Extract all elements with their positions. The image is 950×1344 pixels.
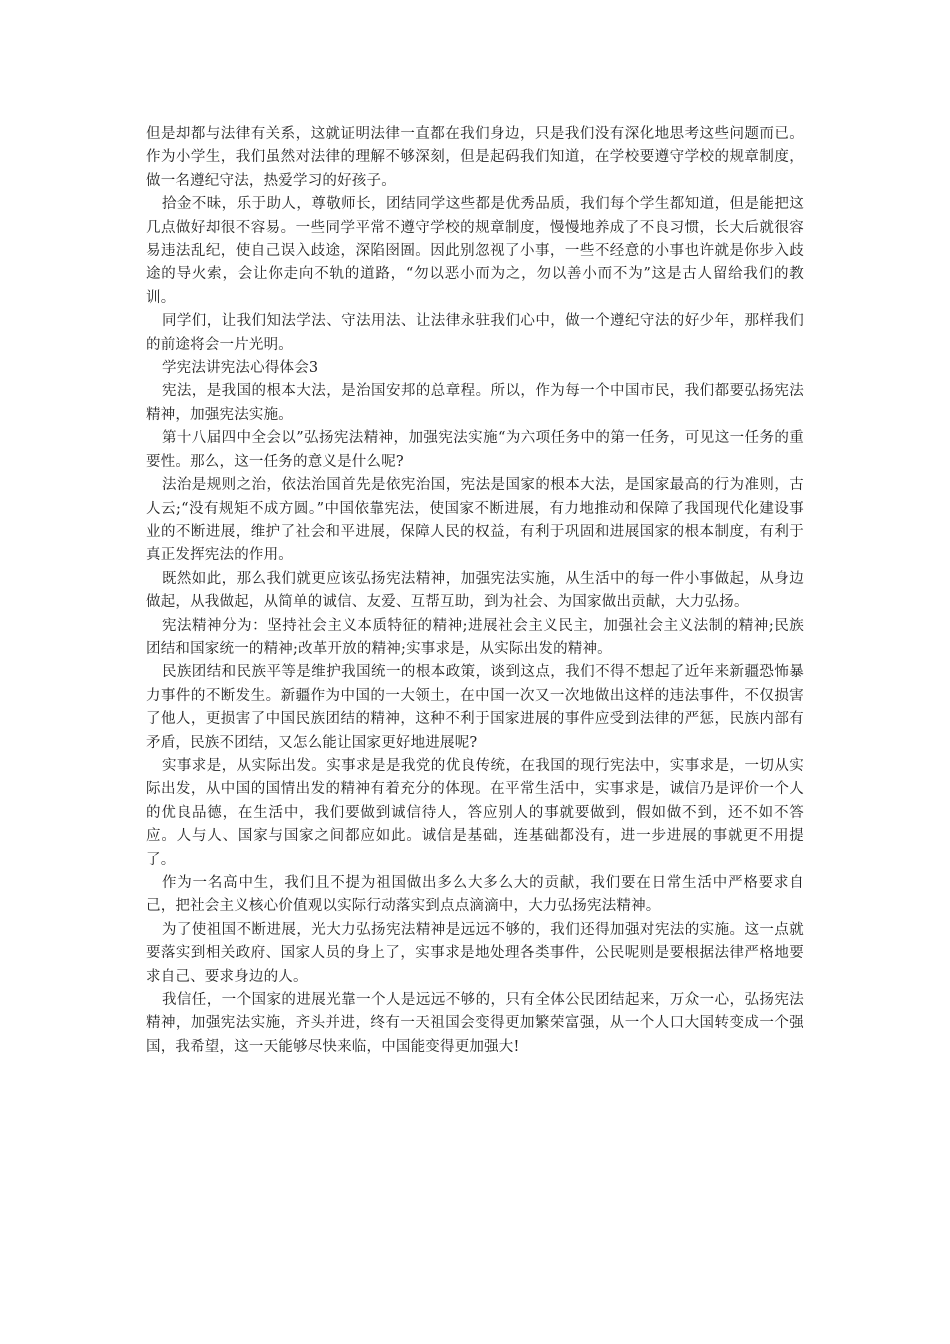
paragraph-start-small: 既然如此，那么我们就更应该弘扬宪法精神，加强宪法实施，从生活中的每一件小事做起，从身边做起，从我做起，从简单的诚信、友爱、互帮互助，到为社会、为国家做出贡献，大力弘扬。 <box>146 570 804 611</box>
paragraph-conclusion: 我信任，一个国家的进展光靠一个人是远远不够的，只有全体公民团结起来，万众一心，弘扬宪法精神，加强宪法实施，齐头并进，终有一天祖国会变得更加繁荣富强，从一个人口大国转变成一个强国，我希望，这一天能够尽快来临，中国能变得更加强大! <box>146 992 804 1055</box>
paragraph-law-around-us: 但是却都与法律有关系，这就证明法律一直都在我们身边，只是我们没有深化地思考这些问题而已。作为小学生，我们虽然对法律的理解不够深刻，但是起码我们知道，在学校要遵守学校的规章制度，做一名遵纪守法，热爱学习的好孩子。 <box>146 126 804 189</box>
paragraph-ethnic-unity: 民族团结和民族平等是维护我国统一的根本政策，谈到这点，我们不得不想起了近年来新疆恐怖暴力事件的不断发生。新疆作为中国的一大领土，在中国一次又一次地做出这样的违法事件，不仅损害了他人，更损害了中国民族团结的精神，这种不利于国家进展的事件应受到法律的严惩，民族内部有矛盾，民族不团结，又怎么能让国家更好地进展呢? <box>146 664 804 751</box>
paragraph-plenary-session: 第十八届四中全会以”弘扬宪法精神，加强宪法实施“为六项任务中的第一任务，可见这一任务的重要性。那么，这一任务的意义是什么呢? <box>146 430 804 470</box>
document-body <box>146 123 804 1059</box>
paragraph-constitution-spirit: 宪法精神分为：坚持社会主义本质特征的精神;进展社会主义民主，加强社会主义法制的精神;民族团结和国家统一的精神;改革开放的精神;实事求是，从实际出发的精神。 <box>146 617 804 657</box>
paragraph-call-to-students: 同学们，让我们知法学法、守法用法、让法律永驻我们心中，做一个遵纪守法的好少年，那样我们的前途将会一片光明。 <box>146 313 804 353</box>
section-heading: 学宪法讲宪法心得体会3 <box>161 360 319 377</box>
paragraph-good-qualities: 拾金不昧，乐于助人，尊敬师长，团结同学这些都是优秀品质，我们每个学生都知道，但是能把这几点做好却很不容易。一些同学平常不遵守学校的规章制度，慢慢地养成了不良习惯，长大后就很容易违法乱纪，使自己误入歧途，深陷囹圄。因此别忽视了小事，一些不经意的小事也许就是你步入歧途的导火索，会让你走向不轨的道路，“勿以恶小而为之，勿以善小而不为”这是古人留给我们的教训。 <box>146 196 804 306</box>
paragraph-rule-of-law: 法治是规则之治，依法治国首先是依宪治国，宪法是国家的根本大法，是国家最高的行为准则，古人云;“没有规矩不成方圆。”中国依靠宪法，使国家不断进展，有力地推动和保障了我国现代化建设事业的不断进展，维护了社会和平进展，保障人民的权益，有利于巩固和进展国家的根本制度，有利于真正发挥宪法的作用。 <box>146 477 804 564</box>
paragraph-seek-truth: 实事求是，从实际出发。实事求是是我党的优良传统，在我国的现行宪法中，实事求是，一切从实际出发，从中国的国情出发的精神有着充分的体现。在平常生活中，实事求是，诚信乃是评价一个人的优良品德，在生活中，我们要做到诚信待人，答应别人的事就要做到，假如做不到，还不如不答应。人与人、国家与国家之间都应如此。诚信是基础，连基础都没有，进一步进展的事就更不用提了。 <box>146 757 804 868</box>
paragraph-constitution-intro: 宪法，是我国的根本大法，是治国安邦的总章程。所以，作为每一个中国市民，我们都要弘扬宪法精神，加强宪法实施。 <box>146 383 804 423</box>
paragraph-implementation: 为了使祖国不断进展，光大力弘扬宪法精神是远远不够的，我们还得加强对宪法的实施。这一点就要落实到相关政府、国家人员的身上了，实事求是地处理各类事件，公民呢则是要根据法律严格地要求自己、要求身边的人。 <box>146 921 804 985</box>
paragraph-high-school-student: 作为一名高中生，我们且不提为祖国做出多么大多么大的贡献，我们要在日常生活中严格要求自己，把社会主义核心价值观以实际行动落实到点点滴滴中，大力弘扬宪法精神。 <box>146 875 804 915</box>
